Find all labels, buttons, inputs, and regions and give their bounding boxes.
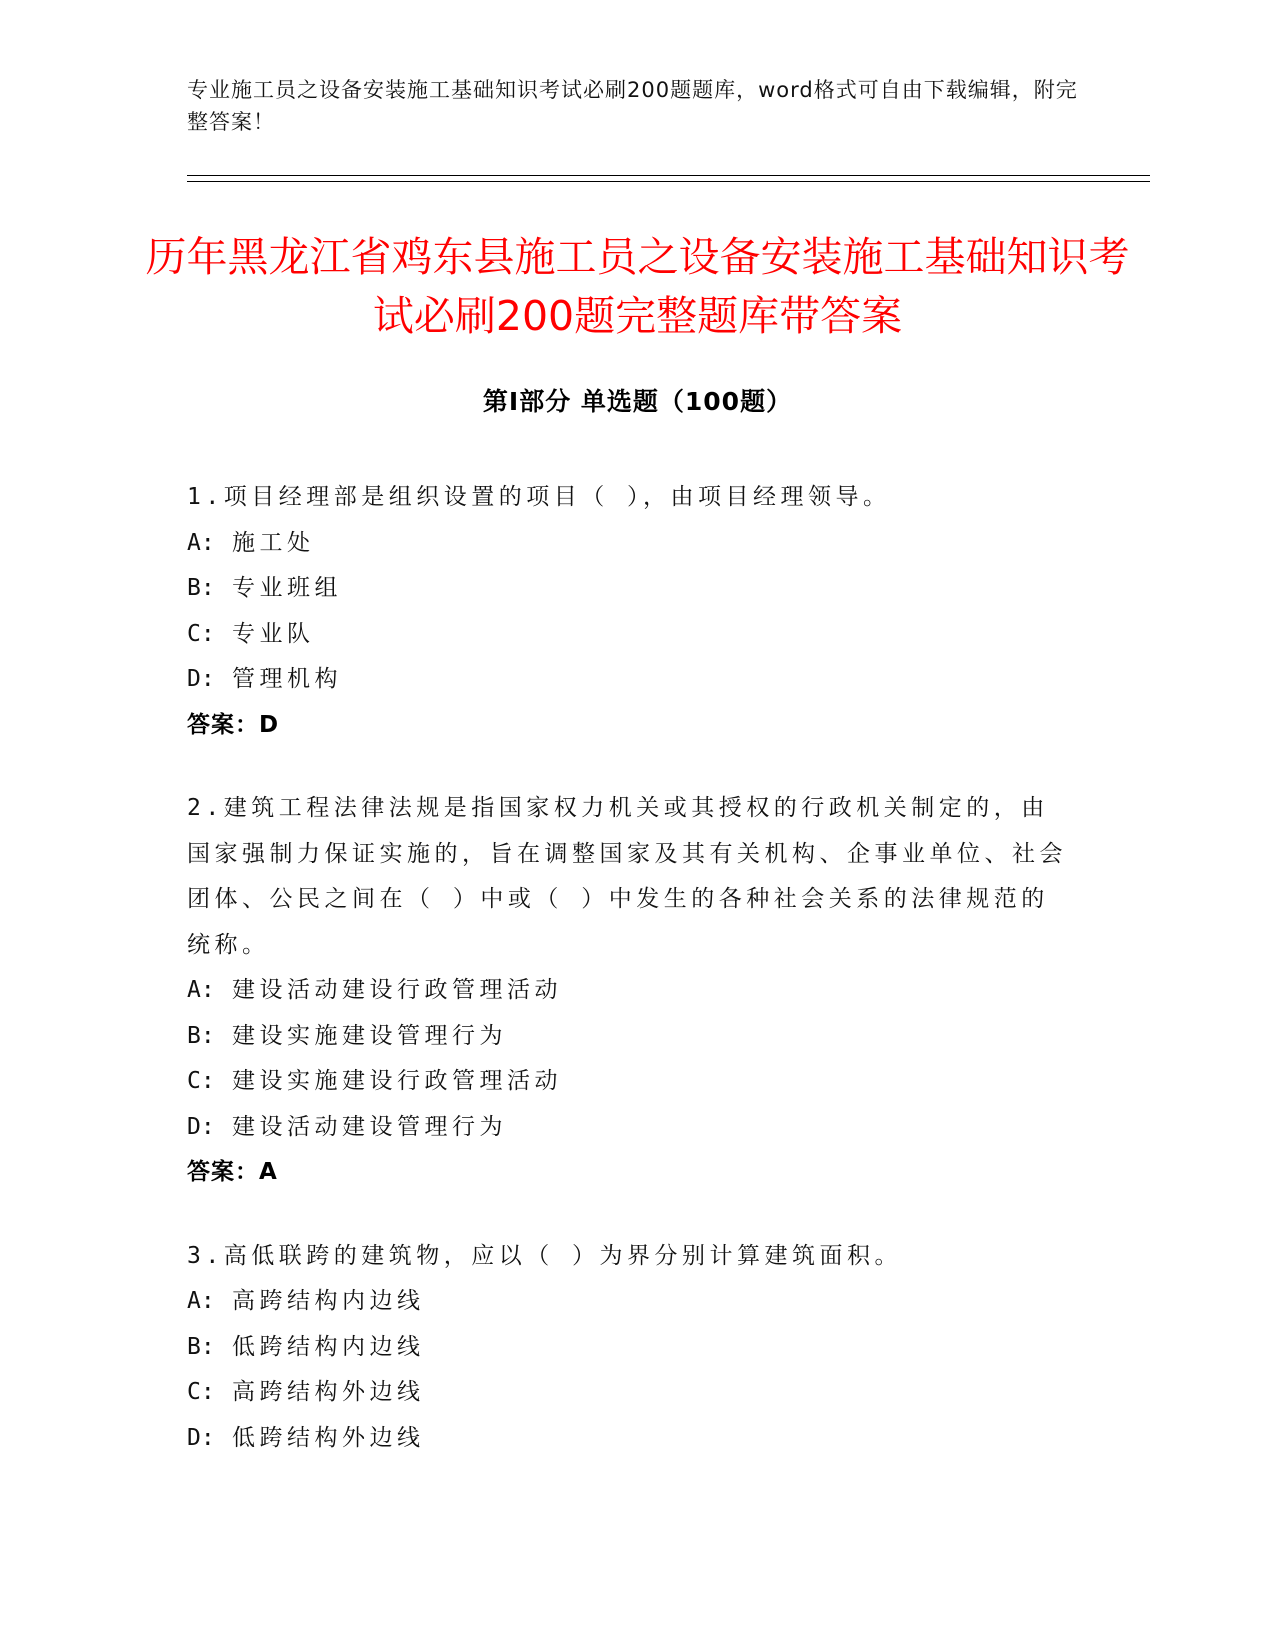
question-option xyxy=(187,1279,1067,1325)
option-key: C: xyxy=(187,1379,215,1405)
option-text: 建设实施建设管理行为 xyxy=(232,1022,507,1049)
question-list xyxy=(187,475,1067,1499)
question-stem: 1.项目经理部是组织设置的项目（ ），由项目经理领导。 xyxy=(187,484,891,510)
header-rule xyxy=(187,175,1150,176)
option-key: D: xyxy=(187,1113,215,1140)
option-key: A: xyxy=(187,1288,215,1314)
header-rule-secondary xyxy=(187,181,1150,182)
question-option xyxy=(187,1370,1067,1416)
option-text: 建设活动建设行政管理活动 xyxy=(232,977,562,1003)
question-answer: 答案：D xyxy=(187,711,280,738)
option-key: B: xyxy=(187,1333,215,1360)
option-text: 建设实施建设行政管理活动 xyxy=(232,1068,562,1094)
option-key: A: xyxy=(187,977,215,1003)
question-option xyxy=(187,566,1067,612)
option-text: 高跨结构外边线 xyxy=(232,1379,425,1405)
option-text: 低跨结构外边线 xyxy=(232,1424,425,1451)
option-text: 专业队 xyxy=(232,620,315,647)
header-note: 专业施工员之设备安装施工基础知识考试必刷200题题库，word格式可自由下载编辑，附完整答案！ xyxy=(187,78,1078,134)
option-key: B: xyxy=(187,575,215,601)
question-option xyxy=(187,1105,1067,1151)
option-key: A: xyxy=(187,529,215,556)
question-option xyxy=(187,657,1067,703)
option-key: C: xyxy=(187,1068,215,1094)
option-text: 建设活动建设管理行为 xyxy=(232,1113,507,1140)
question-item xyxy=(187,1234,1067,1462)
question-stem: 3.高低联跨的建筑物，应以（ ）为界分别计算建筑面积。 xyxy=(187,1242,903,1269)
document-title: 历年黑龙江省鸡东县施工员之设备安装施工基础知识考试必刷200题完整题库带答案 xyxy=(145,233,1130,340)
option-key: D: xyxy=(187,1424,215,1451)
question-option xyxy=(187,521,1067,567)
option-key: B: xyxy=(187,1022,215,1049)
question-option xyxy=(187,1325,1067,1371)
option-text: 专业班组 xyxy=(232,575,342,601)
option-text: 管理机构 xyxy=(232,666,342,692)
question-item xyxy=(187,475,1067,748)
question-answer: 答案：A xyxy=(187,1159,278,1185)
question-option xyxy=(187,1416,1067,1462)
option-text: 低跨结构内边线 xyxy=(232,1333,425,1360)
option-key: C: xyxy=(187,620,215,647)
option-text: 高跨结构内边线 xyxy=(232,1288,425,1314)
question-stem: 2.建筑工程法律法规是指国家权力机关或其授权的行政机关制定的，由国家强制力保证实施的，旨在调整国家及其有关机构、企事业单位、社会团体、公民之间在（ ）中或（ ）中发生的各种社会关系的法律规范的统称。 xyxy=(187,795,1067,958)
question-option xyxy=(187,1059,1067,1105)
question-option xyxy=(187,1014,1067,1060)
question-option xyxy=(187,612,1067,658)
option-key: D: xyxy=(187,666,215,692)
question-option xyxy=(187,968,1067,1014)
option-text: 施工处 xyxy=(232,529,315,556)
section-title: 第Ⅰ部分 单选题（100题） xyxy=(482,387,793,416)
question-item xyxy=(187,786,1067,1196)
